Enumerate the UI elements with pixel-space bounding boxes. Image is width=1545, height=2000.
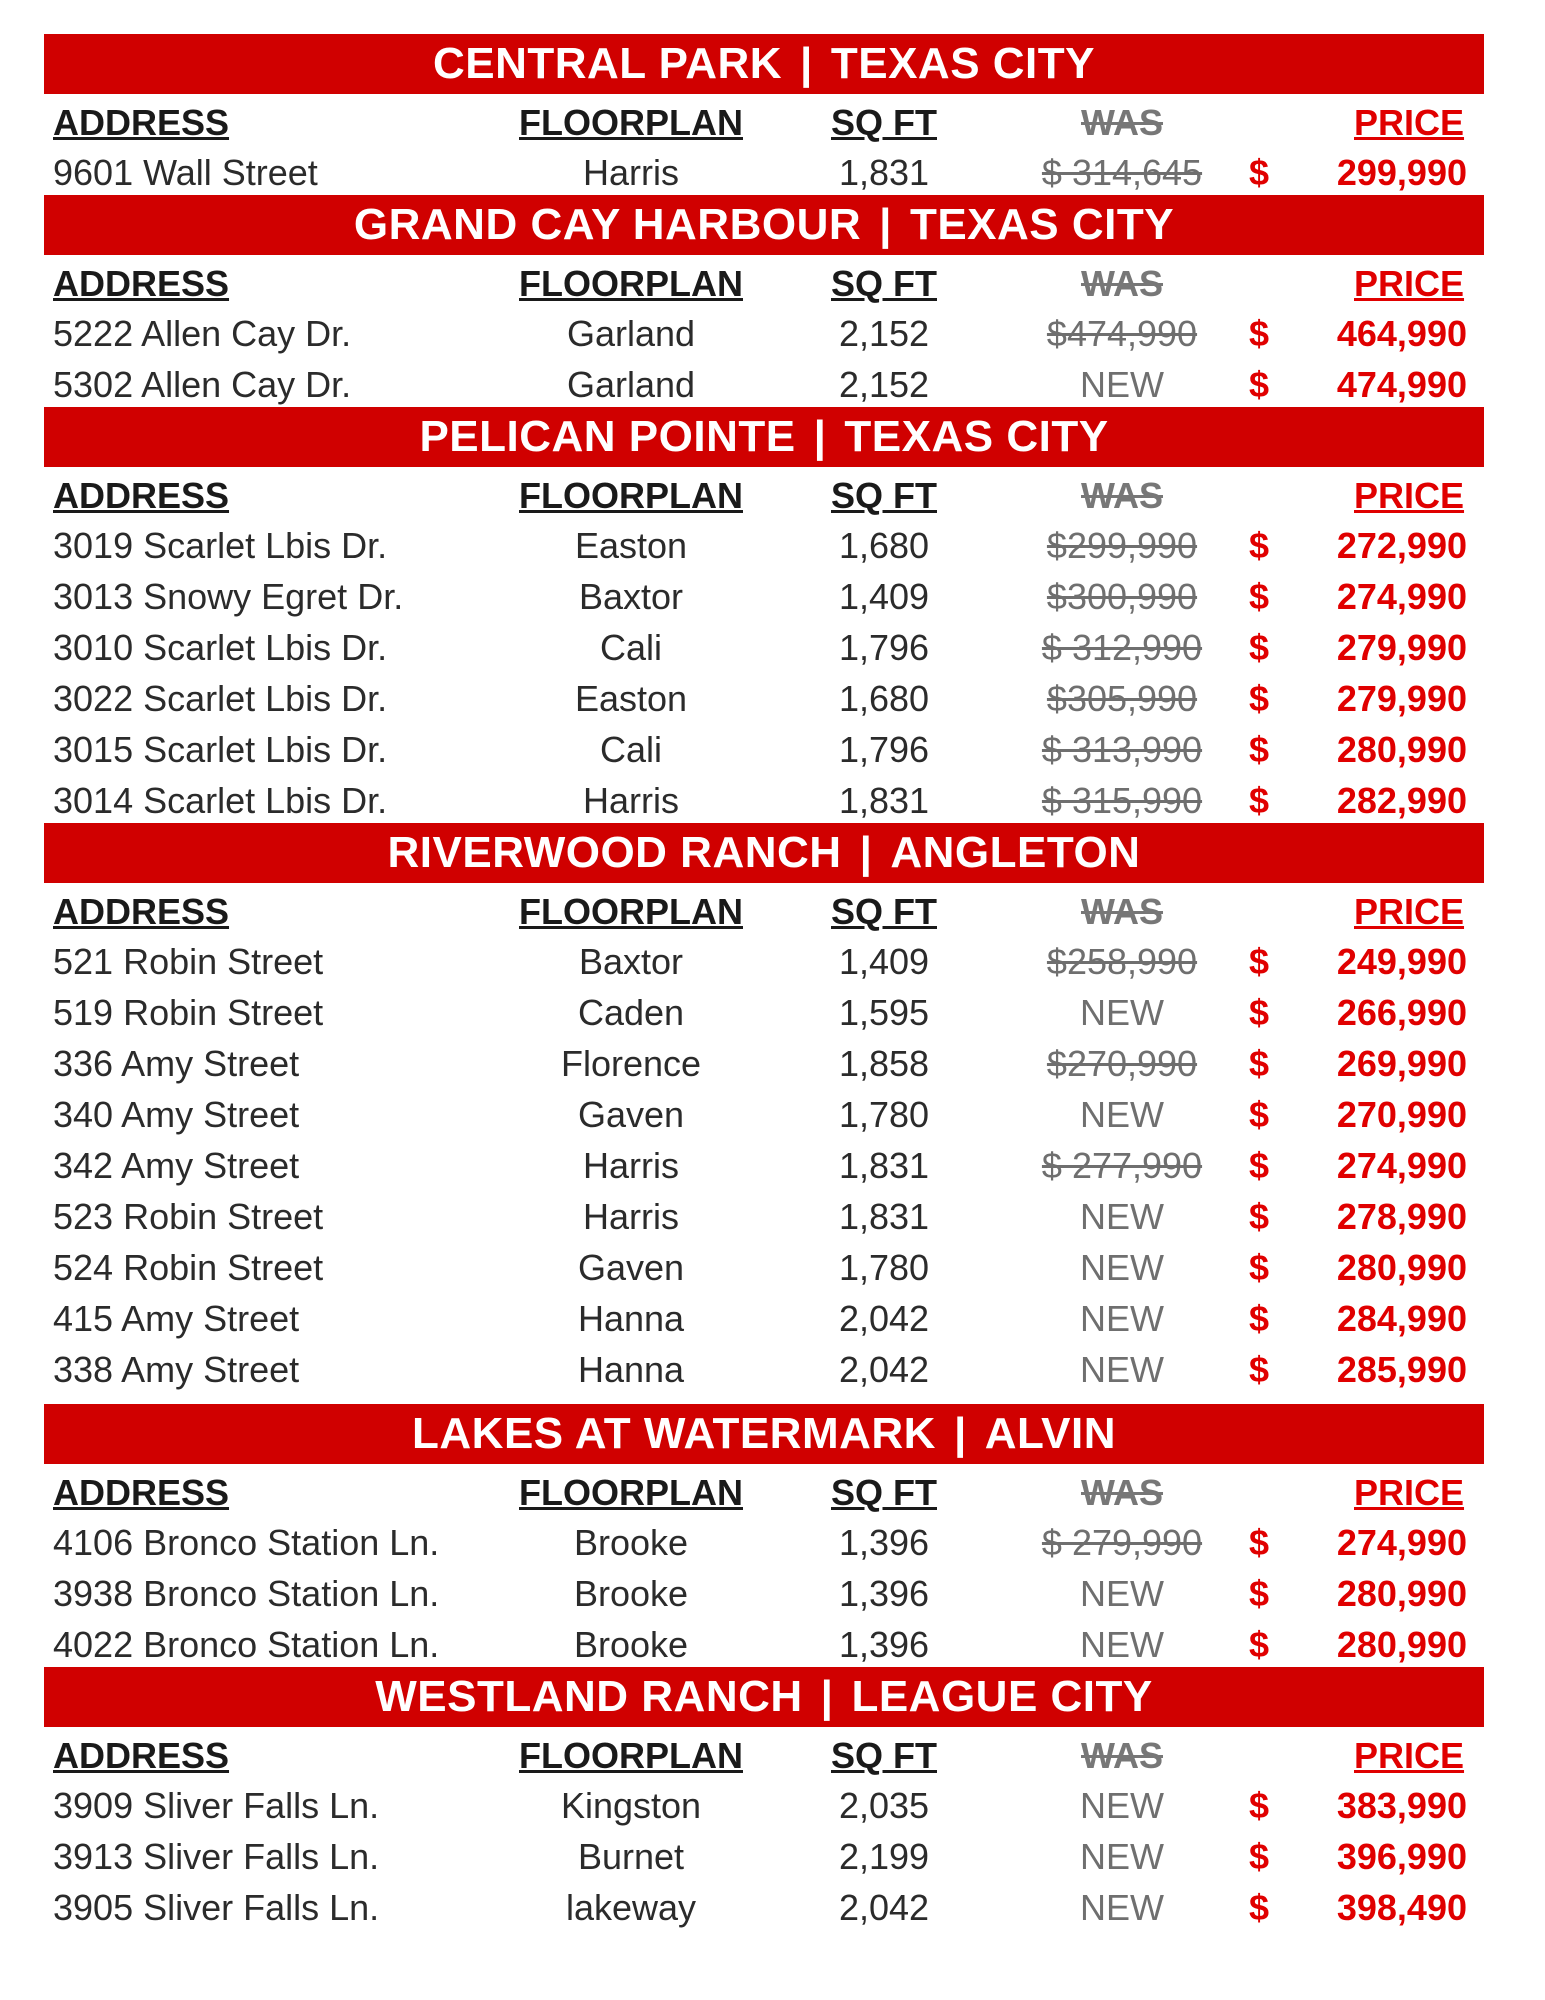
listing-was-price: NEW <box>1080 364 1164 405</box>
currency-symbol: $ <box>1249 364 1270 405</box>
listing-row <box>44 1086 1484 1137</box>
listing-address: 338 Amy Street <box>53 1349 300 1390</box>
listing-was-price: $ 313,990 <box>1041 729 1203 770</box>
community-name: WESTLAND RANCH <box>375 1672 803 1721</box>
listing-floorplan: Harris <box>583 1145 679 1186</box>
price-header: PRICE <box>1354 1735 1465 1776</box>
listing-was-price: NEW <box>1080 1887 1164 1928</box>
listing-price: 285,990 <box>1336 1349 1467 1390</box>
listing-price: 280,990 <box>1336 1247 1467 1288</box>
listing-sqft: 1,396 <box>838 1624 930 1665</box>
listing-floorplan: Gaven <box>577 1094 685 1135</box>
listing-row <box>44 984 1484 1035</box>
listing-sqft: 1,858 <box>838 1043 930 1084</box>
listing-address: 4106 Bronco Station Ln. <box>53 1522 440 1563</box>
city-name: TEXAS CITY <box>844 412 1109 461</box>
listing-was-price: $299,990 <box>1046 525 1198 566</box>
listing-floorplan: Garland <box>566 364 696 405</box>
listing-price: 278,990 <box>1336 1196 1467 1237</box>
listing-floorplan: Cali <box>599 627 663 668</box>
currency-symbol: $ <box>1249 1785 1270 1826</box>
listing-address: 3010 Scarlet Lbis Dr. <box>53 627 388 668</box>
listing-address: 524 Robin Street <box>53 1247 324 1288</box>
currency-symbol: $ <box>1249 525 1270 566</box>
listing-floorplan: lakeway <box>565 1887 697 1928</box>
listing-floorplan: Hanna <box>577 1349 685 1390</box>
listing-was-price: NEW <box>1080 1624 1164 1665</box>
listing-row <box>44 356 1484 407</box>
listing-price: 282,990 <box>1336 780 1467 821</box>
community-section <box>44 407 1484 823</box>
currency-symbol: $ <box>1249 1094 1270 1135</box>
listing-row <box>44 1290 1484 1341</box>
listing-address: 336 Amy Street <box>53 1043 300 1084</box>
listing-row <box>44 721 1484 772</box>
column-header-row <box>44 883 1484 933</box>
listing-address: 3014 Scarlet Lbis Dr. <box>53 780 388 821</box>
listing-address: 3938 Bronco Station Ln. <box>53 1573 440 1614</box>
listing-floorplan: Cali <box>599 729 663 770</box>
listing-address: 342 Amy Street <box>53 1145 300 1186</box>
community-section <box>44 1404 1484 1667</box>
listing-price: 279,990 <box>1336 678 1467 719</box>
listing-price: 274,990 <box>1336 1145 1467 1186</box>
price-header: PRICE <box>1354 1472 1465 1513</box>
listing-row <box>44 619 1484 670</box>
listing-row <box>44 933 1484 984</box>
listing-was-price: $300,990 <box>1046 576 1198 617</box>
listing-floorplan: Easton <box>574 525 688 566</box>
listing-was-price: NEW <box>1080 1349 1164 1390</box>
column-header-row <box>44 255 1484 305</box>
listing-price: 274,990 <box>1336 576 1467 617</box>
listing-sqft: 1,831 <box>838 1196 930 1237</box>
listing-floorplan: Harris <box>583 152 679 193</box>
listing-sqft: 1,409 <box>838 576 930 617</box>
listing-address: 3913 Sliver Falls Ln. <box>53 1836 380 1877</box>
listing-was-price: $ 315,990 <box>1041 780 1203 821</box>
price-header: PRICE <box>1354 263 1465 304</box>
listing-sqft: 2,042 <box>838 1298 930 1339</box>
listing-address: 415 Amy Street <box>53 1298 300 1339</box>
currency-symbol: $ <box>1249 1573 1270 1614</box>
sqft-header: SQ FT <box>831 1472 937 1513</box>
listing-sqft: 1,796 <box>838 627 930 668</box>
listing-address: 3019 Scarlet Lbis Dr. <box>53 525 388 566</box>
listing-sqft: 2,152 <box>838 313 930 354</box>
listing-floorplan: Gaven <box>577 1247 685 1288</box>
listing-address: 9601 Wall Street <box>53 152 318 193</box>
city-name: ALVIN <box>984 1409 1116 1458</box>
listing-sqft: 2,035 <box>838 1785 930 1826</box>
community-section <box>44 34 1484 195</box>
listing-price: 269,990 <box>1336 1043 1467 1084</box>
listing-was-price: NEW <box>1080 1094 1164 1135</box>
listing-address: 523 Robin Street <box>53 1196 324 1237</box>
community-section <box>44 195 1484 407</box>
column-header-row <box>44 94 1484 144</box>
listing-price: 270,990 <box>1336 1094 1467 1135</box>
currency-symbol: $ <box>1249 1247 1270 1288</box>
listing-was-price: $ 314,645 <box>1041 152 1203 193</box>
listing-sqft: 1,595 <box>838 992 930 1033</box>
community-banner <box>44 195 1484 255</box>
listing-row <box>44 568 1484 619</box>
currency-symbol: $ <box>1249 678 1270 719</box>
listing-row <box>44 1777 1484 1828</box>
listing-sqft: 2,199 <box>838 1836 930 1877</box>
listing-floorplan: Harris <box>583 1196 679 1237</box>
banner-separator: | <box>859 828 873 877</box>
listing-row <box>44 1137 1484 1188</box>
listing-sqft: 1,831 <box>838 152 930 193</box>
floorplan-header: FLOORPLAN <box>519 102 743 143</box>
sqft-header: SQ FT <box>831 1735 937 1776</box>
listing-price: 284,990 <box>1336 1298 1467 1339</box>
price-header: PRICE <box>1354 475 1465 516</box>
listing-sqft: 1,796 <box>838 729 930 770</box>
listing-price: 474,990 <box>1336 364 1467 405</box>
listing-price: 279,990 <box>1336 627 1467 668</box>
listing-address: 3909 Sliver Falls Ln. <box>53 1785 380 1826</box>
listing-floorplan: Brooke <box>573 1573 689 1614</box>
column-header-row <box>44 1464 1484 1514</box>
listing-address: 340 Amy Street <box>53 1094 300 1135</box>
price-header: PRICE <box>1354 102 1465 143</box>
sqft-header: SQ FT <box>831 102 937 143</box>
community-name: PELICAN POINTE <box>419 412 796 461</box>
listing-was-price: $270,990 <box>1046 1043 1198 1084</box>
listing-price: 280,990 <box>1336 1573 1467 1614</box>
currency-symbol: $ <box>1249 313 1270 354</box>
column-header-row <box>44 467 1484 517</box>
listing-floorplan: Brooke <box>573 1522 689 1563</box>
listing-was-price: $ 312,990 <box>1041 627 1203 668</box>
listing-was-price: NEW <box>1080 1836 1164 1877</box>
currency-symbol: $ <box>1249 1349 1270 1390</box>
listing-address: 3015 Scarlet Lbis Dr. <box>53 729 388 770</box>
listing-sqft: 1,680 <box>838 678 930 719</box>
address-header: ADDRESS <box>53 475 230 516</box>
listing-sqft: 1,409 <box>838 941 930 982</box>
listing-was-price: $305,990 <box>1046 678 1198 719</box>
listing-row <box>44 1239 1484 1290</box>
listing-was-price: NEW <box>1080 1573 1164 1614</box>
currency-symbol: $ <box>1249 1298 1270 1339</box>
currency-symbol: $ <box>1249 941 1270 982</box>
listing-was-price: $258,990 <box>1046 941 1198 982</box>
listing-row <box>44 517 1484 568</box>
listing-price: 464,990 <box>1336 313 1467 354</box>
listing-row <box>44 1341 1484 1392</box>
sqft-header: SQ FT <box>831 891 937 932</box>
listing-was-price: $ 279,990 <box>1041 1522 1203 1563</box>
listing-address: 4022 Bronco Station Ln. <box>53 1624 440 1665</box>
floorplan-header: FLOORPLAN <box>519 475 743 516</box>
listing-was-price: NEW <box>1080 1196 1164 1237</box>
listing-address: 521 Robin Street <box>53 941 324 982</box>
address-header: ADDRESS <box>53 263 230 304</box>
community-banner <box>44 34 1484 94</box>
floorplan-header: FLOORPLAN <box>519 1472 743 1513</box>
listing-price: 280,990 <box>1336 729 1467 770</box>
address-header: ADDRESS <box>53 1472 230 1513</box>
listing-price: 398,490 <box>1336 1887 1467 1928</box>
listing-address: 3013 Snowy Egret Dr. <box>53 576 404 617</box>
currency-symbol: $ <box>1249 1043 1270 1084</box>
listing-floorplan: Harris <box>583 780 679 821</box>
listing-was-price: $ 277,990 <box>1041 1145 1203 1186</box>
listing-floorplan: Baxtor <box>578 941 684 982</box>
address-header: ADDRESS <box>53 891 230 932</box>
sqft-header: SQ FT <box>831 475 937 516</box>
listing-address: 5302 Allen Cay Dr. <box>53 364 352 405</box>
listing-row <box>44 144 1484 195</box>
banner-separator: | <box>800 39 813 88</box>
listing-address: 5222 Allen Cay Dr. <box>53 313 352 354</box>
community-banner <box>44 407 1484 467</box>
listing-row <box>44 1828 1484 1879</box>
listing-row <box>44 305 1484 356</box>
listing-address: 3022 Scarlet Lbis Dr. <box>53 678 388 719</box>
listing-row <box>44 1879 1484 1930</box>
listing-row <box>44 1565 1484 1616</box>
was-header: WAS <box>1080 102 1164 143</box>
currency-symbol: $ <box>1249 1522 1270 1563</box>
currency-symbol: $ <box>1249 729 1270 770</box>
currency-symbol: $ <box>1249 992 1270 1033</box>
listing-was-price: NEW <box>1080 1247 1164 1288</box>
community-name: GRAND CAY HARBOUR <box>353 200 862 249</box>
listing-floorplan: Burnet <box>577 1836 685 1877</box>
city-name: LEAGUE CITY <box>851 1672 1153 1721</box>
was-header: WAS <box>1080 263 1164 304</box>
city-name: TEXAS CITY <box>909 200 1175 249</box>
banner-separator: | <box>820 1672 834 1721</box>
listing-row <box>44 772 1484 823</box>
listing-price: 274,990 <box>1336 1522 1467 1563</box>
listing-floorplan: Brooke <box>573 1624 689 1665</box>
listing-price: 280,990 <box>1336 1624 1467 1665</box>
community-banner <box>44 1667 1484 1727</box>
listing-address: 519 Robin Street <box>53 992 324 1033</box>
currency-symbol: $ <box>1249 1887 1270 1928</box>
listing-floorplan: Florence <box>560 1043 702 1084</box>
listing-price: 383,990 <box>1336 1785 1467 1826</box>
currency-symbol: $ <box>1249 1145 1270 1186</box>
listing-floorplan: Hanna <box>577 1298 685 1339</box>
city-name: ANGLETON <box>890 828 1141 877</box>
listing-row <box>44 1035 1484 1086</box>
was-header: WAS <box>1080 1472 1164 1513</box>
was-header: WAS <box>1080 891 1164 932</box>
listing-floorplan: Caden <box>577 992 685 1033</box>
city-name: TEXAS CITY <box>830 39 1095 88</box>
listing-row <box>44 1616 1484 1667</box>
community-section <box>44 1667 1484 1930</box>
section-gap <box>44 1392 1484 1404</box>
community-name: LAKES AT WATERMARK <box>412 1409 936 1458</box>
community-section <box>44 823 1484 1392</box>
community-name: CENTRAL PARK <box>432 39 783 88</box>
listing-price: 299,990 <box>1336 152 1467 193</box>
listing-floorplan: Baxtor <box>578 576 684 617</box>
listing-floorplan: Garland <box>566 313 696 354</box>
listing-sqft: 1,780 <box>838 1094 930 1135</box>
listing-price: 272,990 <box>1336 525 1467 566</box>
was-header: WAS <box>1080 475 1164 516</box>
currency-symbol: $ <box>1249 1196 1270 1237</box>
listing-sqft: 2,042 <box>838 1349 930 1390</box>
listing-sqft: 1,680 <box>838 525 930 566</box>
floorplan-header: FLOORPLAN <box>519 1735 743 1776</box>
listing-sqft: 1,396 <box>838 1573 930 1614</box>
listing-row <box>44 670 1484 721</box>
listing-was-price: $474,990 <box>1046 313 1198 354</box>
listing-floorplan: Easton <box>574 678 688 719</box>
listing-was-price: NEW <box>1080 1298 1164 1339</box>
currency-symbol: $ <box>1249 1836 1270 1877</box>
listing-address: 3905 Sliver Falls Ln. <box>53 1887 380 1928</box>
currency-symbol: $ <box>1249 627 1270 668</box>
listing-was-price: NEW <box>1080 992 1164 1033</box>
banner-separator: | <box>953 1409 967 1458</box>
community-name: RIVERWOOD RANCH <box>387 828 842 877</box>
listing-price: 249,990 <box>1336 941 1467 982</box>
listing-sqft: 1,396 <box>838 1522 930 1563</box>
currency-symbol: $ <box>1249 576 1270 617</box>
column-header-row <box>44 1727 1484 1777</box>
currency-symbol: $ <box>1249 152 1270 193</box>
price-sheet <box>44 34 1484 1930</box>
price-header: PRICE <box>1354 891 1465 932</box>
sqft-header: SQ FT <box>831 263 937 304</box>
community-banner <box>44 1404 1484 1464</box>
listing-price: 266,990 <box>1336 992 1467 1033</box>
listing-row <box>44 1188 1484 1239</box>
was-header: WAS <box>1080 1735 1164 1776</box>
currency-symbol: $ <box>1249 1624 1270 1665</box>
listing-price: 396,990 <box>1336 1836 1467 1877</box>
banner-separator: | <box>813 412 827 461</box>
listing-sqft: 1,831 <box>838 780 930 821</box>
listing-sqft: 1,780 <box>838 1247 930 1288</box>
listing-sqft: 1,831 <box>838 1145 930 1186</box>
listing-was-price: NEW <box>1080 1785 1164 1826</box>
listing-row <box>44 1514 1484 1565</box>
floorplan-header: FLOORPLAN <box>519 263 743 304</box>
community-banner <box>44 823 1484 883</box>
listing-sqft: 2,152 <box>838 364 930 405</box>
floorplan-header: FLOORPLAN <box>519 891 743 932</box>
listing-sqft: 2,042 <box>838 1887 930 1928</box>
currency-symbol: $ <box>1249 780 1270 821</box>
listing-floorplan: Kingston <box>560 1785 702 1826</box>
banner-separator: | <box>879 200 892 249</box>
address-header: ADDRESS <box>53 1735 230 1776</box>
address-header: ADDRESS <box>53 102 230 143</box>
